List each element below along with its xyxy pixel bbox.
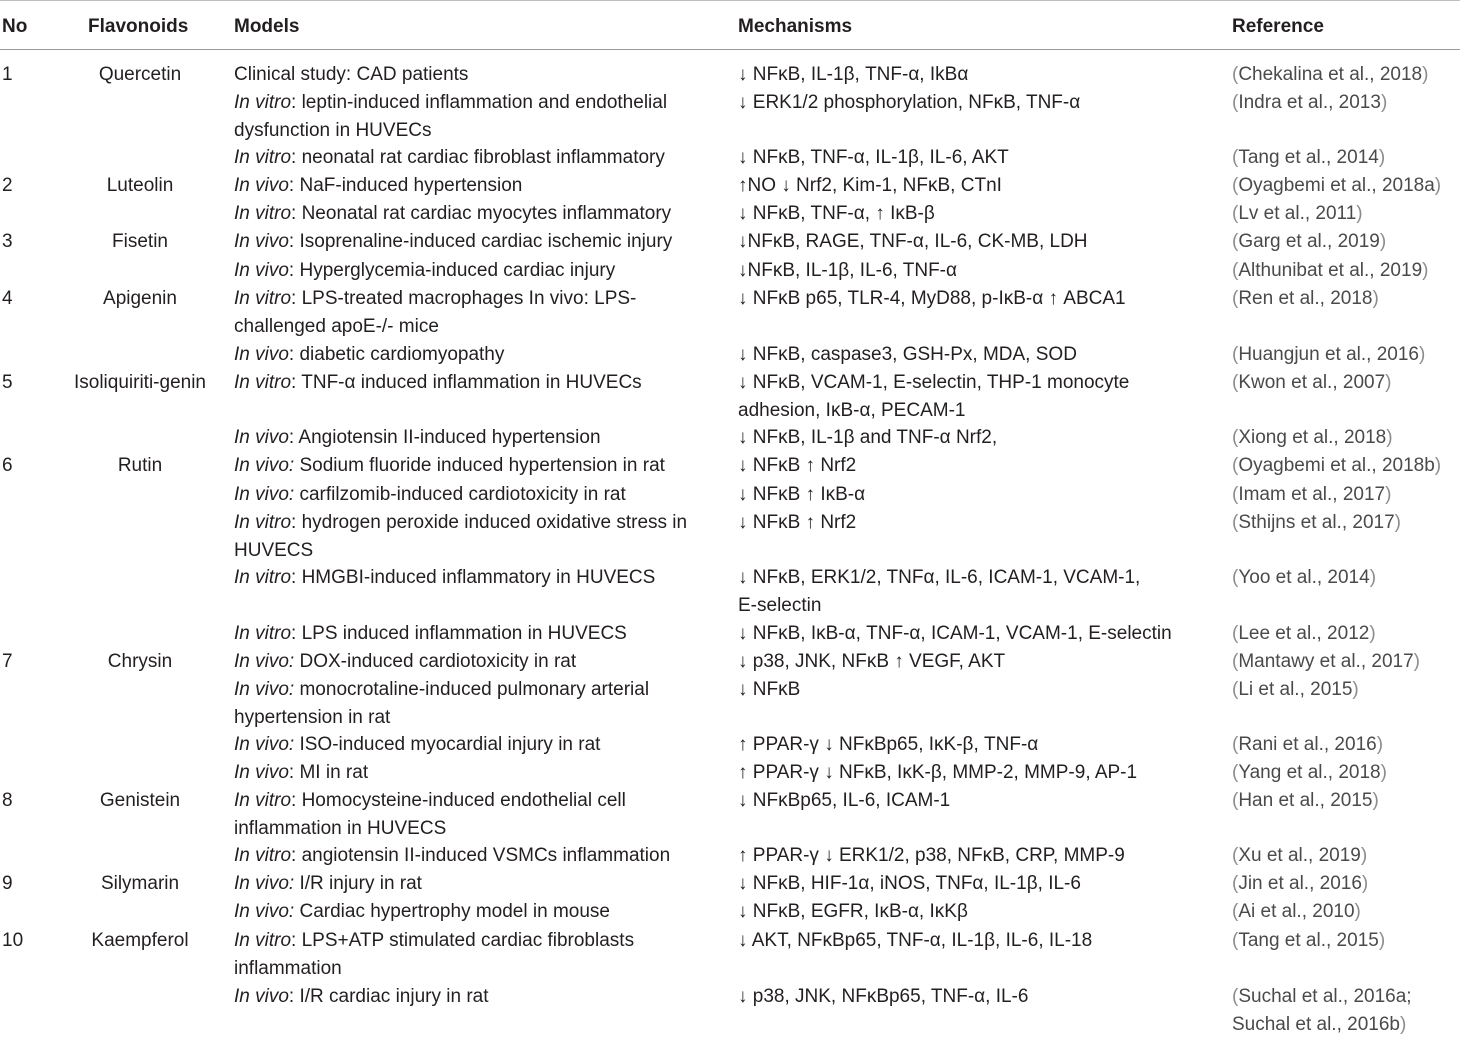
- model-cell: [234, 89, 667, 117]
- model-text: carfilzomib-induced cardiotoxicity in rat: [294, 484, 626, 505]
- model-text: : diabetic cardiomyopathy: [288, 344, 505, 365]
- flavonoid-name: [72, 787, 208, 815]
- model-cell: [234, 172, 522, 200]
- flavonoid-name: [72, 61, 208, 89]
- model-prefix: In vitro: [234, 92, 292, 113]
- reference-text: Mantawy et al., 2017: [1238, 651, 1414, 672]
- reference-cell: (Xu et al., 2019): [1232, 845, 1368, 866]
- mechanism-cell: [738, 731, 1038, 759]
- row-number: [2, 285, 13, 313]
- mechanism-cell: [738, 983, 1028, 1011]
- model-cell: [234, 313, 439, 341]
- reference-text: Chekalina et al., 2018: [1238, 64, 1423, 85]
- mechanism-text: E-selectin: [738, 595, 822, 616]
- model-prefix: In vitro: [234, 790, 292, 811]
- row-number-text: 1: [2, 64, 13, 85]
- row-number-text: 5: [2, 372, 13, 393]
- flavonoid-name-text: Isoliquiriti-genin: [73, 372, 206, 393]
- reference-text: Yoo et al., 2014: [1238, 567, 1370, 588]
- mechanism-cell: [738, 228, 1088, 256]
- mechanism-text: ↑ PPAR-γ ↓ ERK1/2, p38, NFκB, CRP, MMP-9: [738, 845, 1125, 866]
- mechanism-text: ↓ p38, JNK, NFκB ↑ VEGF, AKT: [738, 651, 1006, 672]
- mechanism-text: ↓ NFκB ↑ Nrf2: [738, 455, 857, 476]
- reference-cell: (Lv et al., 2011): [1232, 203, 1363, 224]
- mechanism-cell: [738, 61, 968, 89]
- model-cell: [234, 285, 636, 313]
- row-number-text: 10: [2, 930, 24, 951]
- reference-cell: (Althunibat et al., 2019): [1232, 260, 1429, 281]
- mechanism-cell: [738, 341, 1077, 369]
- reference-cell: (Xiong et al., 2018): [1232, 427, 1393, 448]
- model-prefix: In vitro: [234, 512, 292, 533]
- model-prefix: In vivo: [234, 231, 289, 252]
- mechanism-cell: [738, 257, 957, 285]
- row-number-text: 6: [2, 455, 13, 476]
- model-text: Cardiac hypertrophy model in mouse: [294, 901, 610, 922]
- reference-cell: (Han et al., 2015): [1232, 790, 1379, 811]
- header-no: No: [2, 16, 28, 37]
- model-text: : leptin-induced inflammation and endothelial: [291, 92, 668, 113]
- model-prefix: In vivo:: [234, 455, 295, 476]
- mechanism-cell: [738, 676, 800, 704]
- mechanism-cell: [738, 369, 1129, 397]
- reference-text: Rani et al., 2016: [1238, 734, 1377, 755]
- mechanism-text: ↓ NFκB, TNF-α, ↑ IκB-β: [738, 203, 935, 224]
- mechanism-text: ↓ NFκB, EGFR, IκB-α, IκKβ: [738, 901, 968, 922]
- mechanism-cell: [738, 620, 1172, 648]
- reference-cell: (Oyagbemi et al., 2018a): [1232, 175, 1442, 196]
- model-text: ISO-induced myocardial injury in rat: [294, 734, 601, 755]
- reference-cell: (Chekalina et al., 2018): [1232, 64, 1429, 85]
- reference-text: Li et al., 2015: [1238, 679, 1353, 700]
- flavonoid-name-text: Rutin: [117, 455, 163, 476]
- mechanism-text: ↓ NFκB, VCAM-1, E-selectin, THP-1 monocyte: [738, 372, 1130, 393]
- mechanism-cell: [738, 564, 1140, 592]
- model-text: inflammation in HUVECS: [234, 818, 447, 839]
- model-cell: [234, 481, 626, 509]
- header-models: Models: [234, 16, 300, 37]
- model-cell: [234, 537, 313, 565]
- row-number: [2, 648, 13, 676]
- row-number: [2, 172, 13, 200]
- mechanism-cell: [738, 424, 997, 452]
- row-number-text: 8: [2, 790, 13, 811]
- model-text: : Angiotensin II-induced hypertension: [288, 427, 601, 448]
- mechanism-text: ↓ NFκB ↑ Nrf2: [738, 512, 857, 533]
- model-prefix: In vivo:: [234, 901, 295, 922]
- mechanism-cell: [738, 144, 1009, 172]
- model-cell: [234, 200, 671, 228]
- reference-text: Xu et al., 2019: [1238, 845, 1361, 866]
- mechanism-text: ↑NO ↓ Nrf2, Kim-1, NFκB, CTnI: [738, 175, 1002, 196]
- reference-text: Huangjun et al., 2016: [1238, 344, 1419, 365]
- flavonoid-name: [72, 870, 208, 898]
- model-cell: [234, 257, 615, 285]
- row-number-text: 9: [2, 873, 13, 894]
- mechanism-cell: [738, 759, 1137, 787]
- model-prefix: In vivo:: [234, 679, 295, 700]
- model-prefix: In vivo: [234, 344, 289, 365]
- model-cell: [234, 369, 642, 397]
- mechanism-text: ↑ PPAR-γ ↓ NFκBp65, IκK-β, TNF-α: [738, 734, 1039, 755]
- flavonoid-name: [72, 648, 208, 676]
- model-cell: [234, 870, 422, 898]
- model-prefix: In vivo: [234, 986, 289, 1007]
- model-text: : NaF-induced hypertension: [288, 175, 523, 196]
- mechanism-text: ↓ NFκB, IL-1β, TNF-α, IkBα: [738, 64, 969, 85]
- model-text: : MI in rat: [288, 762, 369, 783]
- model-cell: [234, 983, 489, 1011]
- mechanism-cell: [738, 452, 856, 480]
- model-prefix: In vitro: [234, 567, 292, 588]
- model-text: : Neonatal rat cardiac myocytes inflammatory: [291, 203, 672, 224]
- model-prefix: In vitro: [234, 372, 292, 393]
- reference-text: Tang et al., 2015: [1238, 930, 1379, 951]
- mechanism-cell: [738, 592, 821, 620]
- reference-text: Lv et al., 2011: [1238, 203, 1357, 224]
- model-cell: [234, 955, 342, 983]
- reference-cell: (Tang et al., 2014): [1232, 147, 1386, 168]
- model-text: Clinical study: CAD patients: [234, 64, 469, 85]
- model-prefix: In vivo: [234, 175, 289, 196]
- flavonoid-name: [72, 369, 208, 397]
- reference-text: Han et al., 2015: [1238, 790, 1373, 811]
- row-number: [2, 870, 13, 898]
- model-prefix: In vivo:: [234, 484, 295, 505]
- flavonoid-name: [72, 452, 208, 480]
- model-cell: [234, 787, 626, 815]
- mechanism-cell: [738, 842, 1125, 870]
- reference-cell: (Indra et al., 2013): [1232, 92, 1388, 113]
- mechanism-cell: [738, 89, 1080, 117]
- header-flavonoids: Flavonoids: [88, 16, 189, 37]
- reference-cell: (Tang et al., 2015): [1232, 930, 1386, 951]
- mechanism-cell: [738, 648, 1005, 676]
- reference-cell: (Imam et al., 2017): [1232, 484, 1392, 505]
- mechanism-cell: [738, 787, 950, 815]
- flavonoid-name-text: Kaempferol: [91, 930, 189, 951]
- flavonoid-name: [72, 285, 208, 313]
- mechanism-text: ↓ ERK1/2 phosphorylation, NFκB, TNF-α: [738, 92, 1081, 113]
- model-text: : LPS-treated macrophages In vivo: LPS-: [291, 288, 637, 309]
- mechanism-cell: [738, 397, 965, 425]
- reference-text: Lee et al., 2012: [1238, 623, 1370, 644]
- mechanism-cell: [738, 481, 865, 509]
- row-number: [2, 787, 13, 815]
- mechanism-text: ↑ PPAR-γ ↓ NFκB, IκK-β, MMP-2, MMP-9, AP-1: [738, 762, 1138, 783]
- flavonoid-name-text: Quercetin: [98, 64, 182, 85]
- model-cell: [234, 452, 665, 480]
- reference-text: Kwon et al., 2007: [1238, 372, 1386, 393]
- model-cell: [234, 676, 649, 704]
- model-cell: [234, 842, 670, 870]
- model-text: hypertension in rat: [234, 707, 391, 728]
- reference-text: Garg et al., 2019: [1238, 231, 1380, 252]
- reference-cell: (Yoo et al., 2014): [1232, 567, 1377, 588]
- model-cell: [234, 815, 446, 843]
- flavonoid-name: [72, 927, 208, 955]
- reference-cell: (Oyagbemi et al., 2018b): [1232, 455, 1442, 476]
- model-cell: [234, 927, 634, 955]
- mechanism-cell: [738, 509, 856, 537]
- model-prefix: In vitro: [234, 930, 292, 951]
- flavonoid-name-text: Fisetin: [112, 231, 168, 252]
- model-text: : LPS+ATP stimulated cardiac fibroblasts: [291, 930, 635, 951]
- reference-cell: Suchal et al., 2016b): [1232, 1014, 1407, 1035]
- reference-cell: (Jin et al., 2016): [1232, 873, 1369, 894]
- model-text: Sodium fluoride induced hypertension in rat: [294, 455, 665, 476]
- model-text: : I/R cardiac injury in rat: [288, 986, 489, 1007]
- row-number: [2, 61, 13, 89]
- reference-cell: (Yang et al., 2018): [1232, 762, 1387, 783]
- model-text: monocrotaline-induced pulmonary arterial: [294, 679, 650, 700]
- mechanism-text: ↓ NFκB, HIF-1α, iNOS, TNFα, IL-1β, IL-6: [738, 873, 1081, 894]
- reference-text: Ai et al., 2010: [1238, 901, 1355, 922]
- reference-cell: (Kwon et al., 2007): [1232, 372, 1392, 393]
- row-number-text: 7: [2, 651, 13, 672]
- reference-cell: (Lee et al., 2012): [1232, 623, 1376, 644]
- mechanism-text: ↓ NFκB, IL-1β and TNF-α Nrf2,: [738, 427, 998, 448]
- mechanism-text: ↓NFκB, RAGE, TNF-α, IL-6, CK-MB, LDH: [738, 231, 1088, 252]
- reference-text: Oyagbemi et al., 2018b: [1238, 455, 1435, 476]
- model-text: : hydrogen peroxide induced oxidative stress in: [291, 512, 688, 533]
- model-prefix: In vivo: [234, 762, 289, 783]
- mechanism-text: ↓ p38, JNK, NFκBp65, TNF-α, IL-6: [738, 986, 1029, 1007]
- model-prefix: In vitro: [234, 845, 292, 866]
- model-text: : Hyperglycemia-induced cardiac injury: [288, 260, 616, 281]
- row-number: [2, 369, 13, 397]
- model-text: : HMGBI-induced inflammatory in HUVECS: [291, 567, 656, 588]
- mechanism-text: ↓ NFκB p65, TLR-4, MyD88, p-IκB-α ↑ ABCA1: [738, 288, 1126, 309]
- model-text: HUVECS: [234, 540, 314, 561]
- model-text: : Homocysteine-induced endothelial cell: [291, 790, 626, 811]
- model-prefix: In vitro: [234, 288, 292, 309]
- model-cell: [234, 620, 627, 648]
- reference-cell: (Rani et al., 2016): [1232, 734, 1384, 755]
- mechanism-text: ↓ NFκB, TNF-α, IL-1β, IL-6, AKT: [738, 147, 1009, 168]
- reference-cell: (Garg et al., 2019): [1232, 231, 1387, 252]
- reference-text: Indra et al., 2013: [1238, 92, 1381, 113]
- mechanism-cell: [738, 172, 1002, 200]
- row-number: [2, 452, 13, 480]
- model-prefix: In vivo:: [234, 651, 295, 672]
- model-prefix: In vitro: [234, 623, 292, 644]
- reference-text: Sthijns et al., 2017: [1238, 512, 1395, 533]
- mechanism-text: ↓ NFκB, IκB-α, TNF-α, ICAM-1, VCAM-1, E-selectin: [738, 623, 1172, 644]
- model-prefix: In vitro: [234, 147, 292, 168]
- reference-cell: (Sthijns et al., 2017): [1232, 512, 1401, 533]
- reference-text: Jin et al., 2016: [1238, 873, 1362, 894]
- model-cell: [234, 424, 601, 452]
- row-number: [2, 228, 13, 256]
- mechanism-text: ↓ NFκB ↑ IκB-α: [738, 484, 866, 505]
- mechanism-text: ↓ NFκB, ERK1/2, TNFα, IL-6, ICAM-1, VCAM-1,: [738, 567, 1141, 588]
- model-cell: [234, 704, 390, 732]
- model-cell: [234, 731, 600, 759]
- reference-cell: (Mantawy et al., 2017): [1232, 651, 1420, 672]
- model-cell: [234, 228, 672, 256]
- reference-cell: (Ren et al., 2018): [1232, 288, 1379, 309]
- reference-text: Oyagbemi et al., 2018a: [1238, 175, 1435, 196]
- model-cell: [234, 61, 468, 89]
- flavonoid-name: [72, 172, 208, 200]
- model-text: : Isoprenaline-induced cardiac ischemic injury: [288, 231, 673, 252]
- reference-text: Suchal et al., 2016a;: [1238, 986, 1412, 1007]
- flavonoid-name-text: Apigenin: [103, 288, 177, 309]
- flavonoid-name-text: Luteolin: [106, 175, 174, 196]
- flavonoid-name-text: Genistein: [99, 790, 181, 811]
- row-number-text: 3: [2, 231, 13, 252]
- reference-text: Xiong et al., 2018: [1238, 427, 1387, 448]
- model-cell: [234, 898, 610, 926]
- model-prefix: In vivo: [234, 260, 289, 281]
- model-cell: [234, 117, 431, 145]
- mechanism-text: adhesion, IκB-α, PECAM-1: [738, 400, 966, 421]
- reference-text: Yang et al., 2018: [1238, 762, 1381, 783]
- model-prefix: In vitro: [234, 203, 292, 224]
- model-cell: [234, 759, 368, 787]
- mechanism-cell: [738, 285, 1126, 313]
- flavonoid-name-text: Chrysin: [107, 651, 173, 672]
- model-text: dysfunction in HUVECs: [234, 120, 432, 141]
- model-text: : neonatal rat cardiac fibroblast inflammatory: [291, 147, 665, 168]
- model-cell: [234, 341, 504, 369]
- model-text: inflammation: [234, 958, 342, 979]
- mechanism-cell: [738, 870, 1081, 898]
- reference-text: Imam et al., 2017: [1238, 484, 1386, 505]
- model-prefix: In vivo:: [234, 873, 295, 894]
- mechanism-text: ↓ AKT, NFκBp65, TNF-α, IL-1β, IL-6, IL-18: [738, 930, 1093, 951]
- model-text: challenged apoE-/- mice: [234, 316, 439, 337]
- model-cell: [234, 648, 576, 676]
- model-cell: [234, 144, 665, 172]
- model-cell: [234, 564, 655, 592]
- flavonoid-name-text: Silymarin: [100, 873, 180, 894]
- mechanism-cell: [738, 927, 1092, 955]
- reference-cell: (Suchal et al., 2016a;: [1232, 986, 1412, 1007]
- mechanism-cell: [738, 200, 935, 228]
- mechanism-text: ↓ NFκBp65, IL-6, ICAM-1: [738, 790, 951, 811]
- model-cell: [234, 509, 687, 537]
- model-text: : LPS induced inflammation in HUVECS: [291, 623, 627, 644]
- model-text: I/R injury in rat: [294, 873, 422, 894]
- header-mechanisms: Mechanisms: [738, 16, 853, 37]
- mechanism-text: ↓ NFκB, caspase3, GSH-Px, MDA, SOD: [738, 344, 1077, 365]
- mechanism-text: ↓ NFκB: [738, 679, 801, 700]
- table-header: [0, 0, 1460, 50]
- row-number-text: 4: [2, 288, 13, 309]
- model-text: DOX-induced cardiotoxicity in rat: [294, 651, 577, 672]
- model-text: : TNF-α induced inflammation in HUVECs: [291, 372, 642, 393]
- reference-cell: (Ai et al., 2010): [1232, 901, 1361, 922]
- mechanism-text: ↓NFκB, IL-1β, IL-6, TNF-α: [738, 260, 957, 281]
- reference-cell: (Li et al., 2015): [1232, 679, 1359, 700]
- model-prefix: In vivo:: [234, 734, 295, 755]
- flavonoid-name: [72, 228, 208, 256]
- reference-text: Ren et al., 2018: [1238, 288, 1373, 309]
- mechanism-cell: [738, 898, 968, 926]
- header-reference: Reference: [1232, 16, 1324, 37]
- row-number: [2, 927, 23, 955]
- reference-cell: (Huangjun et al., 2016): [1232, 344, 1426, 365]
- reference-text: Althunibat et al., 2019: [1238, 260, 1423, 281]
- reference-text: Tang et al., 2014: [1238, 147, 1379, 168]
- model-text: : angiotensin II-induced VSMCs inflammation: [291, 845, 671, 866]
- reference-text: Suchal et al., 2016b: [1232, 1014, 1400, 1035]
- model-prefix: In vivo: [234, 427, 289, 448]
- row-number-text: 2: [2, 175, 13, 196]
